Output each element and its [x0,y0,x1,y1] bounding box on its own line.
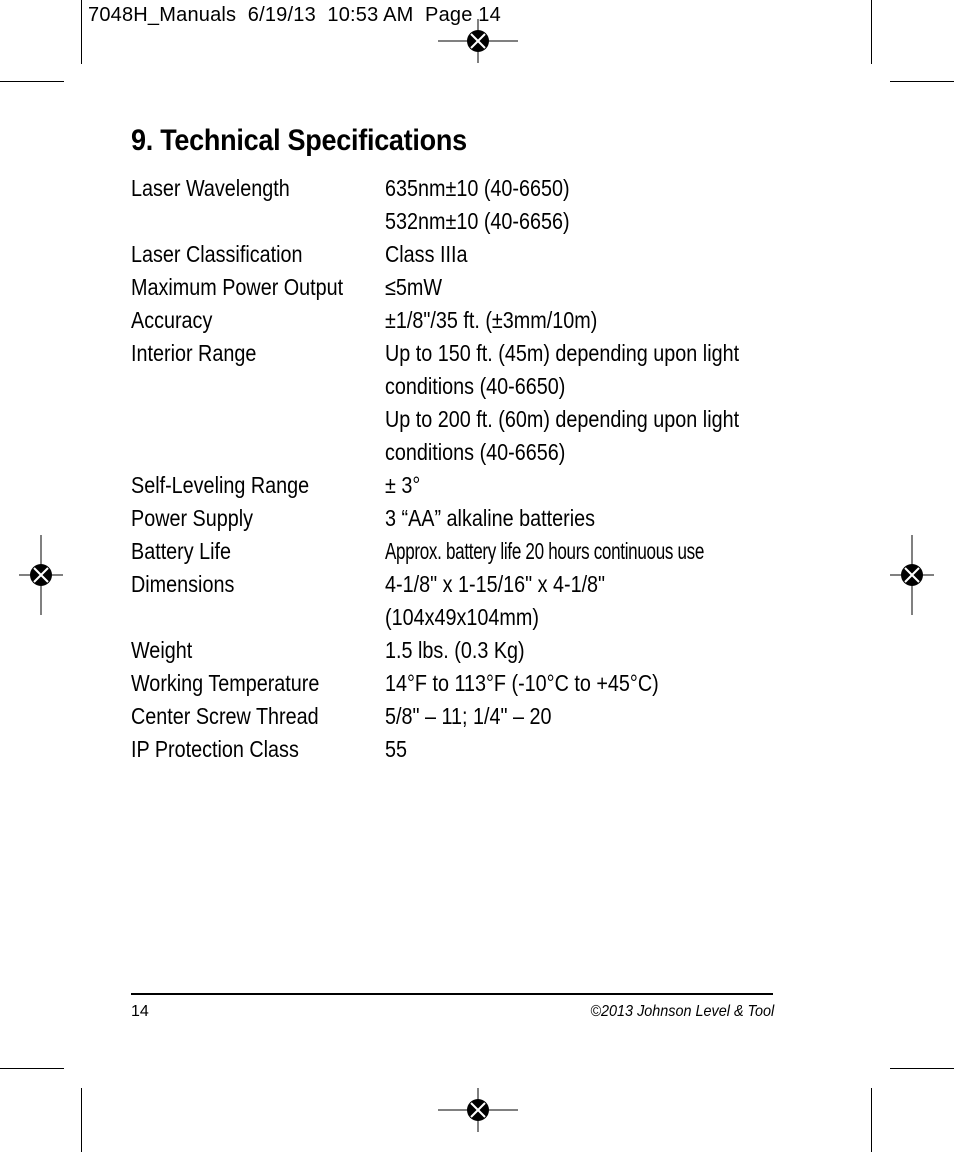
registration-mark-left-icon [1,535,81,615]
crop-mark-bottom-left-horizontal [0,1068,64,1069]
crop-mark-bottom-left-vertical [81,1088,82,1152]
spec-value: conditions (40-6650) [385,373,566,399]
spec-value: 532nm±10 (40-6656) [385,208,570,234]
crop-mark-top-left-vertical [81,0,82,64]
spec-label: Dimensions [131,571,235,597]
spec-label: Accuracy [131,307,213,333]
spec-row-center-screw-thread [131,700,791,733]
spec-row-interior-range [131,337,791,469]
spec-row-laser-classification [131,238,791,271]
spec-label: Maximum Power Output [131,274,344,300]
spec-row-working-temperature [131,667,791,700]
spec-value: ± 3° [385,472,421,498]
spec-row-battery-life [131,535,791,568]
spec-value: 14°F to 113°F (-10°C to +45°C) [385,670,659,696]
spec-label: Weight [131,637,193,663]
registration-mark-top-icon [438,1,518,81]
spec-value: Up to 200 ft. (60m) depending upon light [385,406,740,432]
spec-label: IP Protection Class [131,736,299,762]
spec-value: conditions (40-6656) [385,439,566,465]
spec-row-ip-protection-class [131,733,791,766]
spec-value: 1.5 lbs. (0.3 Kg) [385,637,525,663]
spec-label: Laser Classification [131,241,303,267]
spec-value: Class IIIa [385,241,468,267]
spec-row-weight [131,634,791,667]
section-title: 9. Technical Specifications [131,124,467,157]
spec-row-dimensions [131,568,791,634]
spec-value: 55 [385,736,408,762]
crop-mark-top-right-horizontal [890,81,954,82]
crop-mark-bottom-right-vertical [871,1088,872,1152]
spec-value: ±1/8"/35 ft. (±3mm/10m) [385,307,598,333]
spec-value: Up to 150 ft. (45m) depending upon light [385,340,740,366]
crop-mark-top-left-horizontal [0,81,64,82]
spec-value: 4-1/8" x 1-15/16" x 4-1/8" [385,571,606,597]
spec-row-maximum-power-output [131,271,791,304]
spec-label: Self-Leveling Range [131,472,310,498]
registration-mark-bottom-icon [438,1070,518,1150]
print-slug-line: 7048H_Manuals 6/19/13 10:53 AM Page 14 [88,4,501,26]
specifications-table [131,172,791,766]
spec-value: 3 “AA” alkaline batteries [385,505,596,531]
spec-row-laser-wavelength [131,172,791,238]
spec-label: Center Screw Thread [131,703,319,729]
spec-label: Laser Wavelength [131,175,290,201]
spec-label: Working Temperature [131,670,320,696]
spec-value: 635nm±10 (40-6650) [385,175,570,201]
spec-row-power-supply [131,502,791,535]
copyright-notice: ©2013 Johnson Level & Tool [590,1003,774,1020]
footer-divider [131,993,773,995]
spec-value: ≤5mW [385,274,443,300]
spec-label: Battery Life [131,538,232,564]
spec-label: Interior Range [131,340,257,366]
spec-row-accuracy [131,304,791,337]
spec-value: Approx. battery life 20 hours continuous use [385,538,705,564]
crop-mark-bottom-right-horizontal [890,1068,954,1069]
crop-mark-top-right-vertical [871,0,872,64]
page-number: 14 [131,1003,149,1020]
spec-label: Power Supply [131,505,254,531]
registration-mark-right-icon [872,535,952,615]
spec-row-self-leveling-range [131,469,791,502]
spec-value: (104x49x104mm) [385,604,539,630]
spec-value: 5/8" – 11; 1/4" – 20 [385,703,552,729]
